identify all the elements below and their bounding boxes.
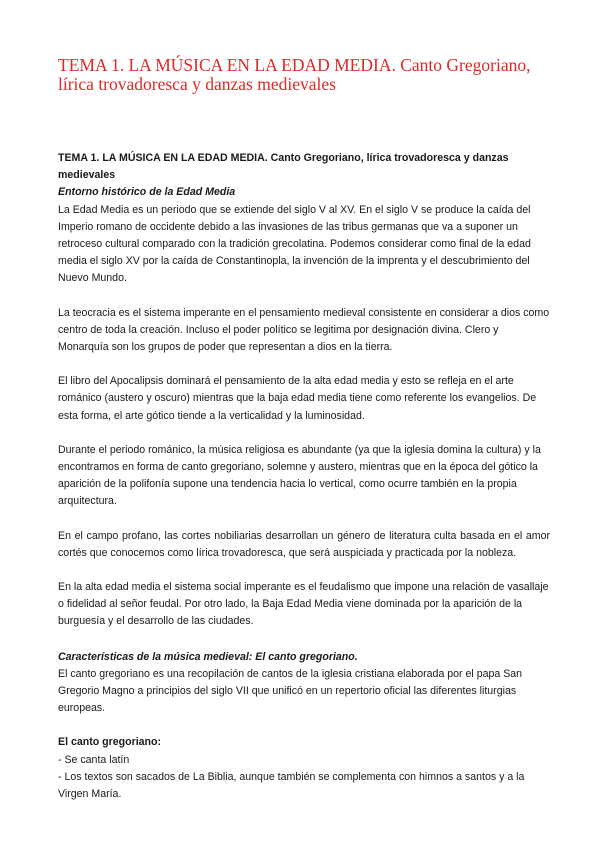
paragraph-gregorian-chant: El canto gregoriano es una recopilación de cantos de la iglesia cristiana elaborada por el papa San Gregorio Magno a principios del siglo VII que unificó en un repertorio oficial las diferentes liturgias europeas.: [58, 667, 523, 715]
paragraph-5: En el campo profano, las cortes nobiliarias desarrollan un género de literatura culta basada en el amor cortés que conocemos como lírica trovadoresca, que será auspiciada y practicada por la nobleza.: [58, 529, 550, 559]
paragraph-6: En la alta edad media el sistema social imperante es el feudalismo que impone una relación de vasallaje o fidelidad al señor feudal. Por otro lado, la Baja Edad Media viene dominada por la aparición de la burguesía y el desarrollo de las ciudades.: [58, 581, 549, 628]
list-item: - Se canta latín: [58, 753, 130, 766]
paragraph-2: La teocracia es el sistema imperante en el pensamiento medieval consistente en considerar a dios como centro de toda la creación. Incluso el poder político se legitima por designación divina. Clero y Monarquía son los grupos de poder que representan a dios en la tierra.: [58, 306, 550, 354]
section-title-chant-list: El canto gregoriano:: [58, 736, 162, 749]
paragraph-3: El libro del Apocalipsis dominará el pensamiento de la alta edad media y esto se refleja en el arte románico (austero y oscuro) mientras que la baja edad media tiene como referente los evangelios. De esta forma, el arte gótico tiende a la verticalidad y la luminosidad.: [58, 375, 537, 422]
main-heading: TEMA 1. LA MÚSICA EN LA EDAD MEDIA. Canto Gregoriano, lírica trovadoresca y danzas medievales: [58, 152, 509, 182]
document-body: [58, 150, 550, 803]
paragraph-4: Durante el periodo románico, la música religiosa es abundante (ya que la iglesia domina la cultura) y la encontramos en forma de canto gregoriano, solemne y austero, mientras que en la época del gótico la aparición de la polifonía supone una tendencia hacia lo vertical, como ocurre también en la propia arquitectura.: [58, 443, 541, 508]
list-item: - Los textos son sacados de La Biblia, aunque también se complementa con himnos a santos y a la Virgen María.: [58, 770, 525, 801]
document-title: TEMA 1. LA MÚSICA EN LA EDAD MEDIA. Canto Gregoriano, lírica trovadoresca y danzas medievales: [58, 55, 531, 94]
paragraph-1: La Edad Media es un periodo que se extiende del siglo V al XV. En el siglo V se produce la caída del Imperio romano de occidente debido a las invasiones de las tribus germanas que va a suponer un retroceso cultural comparado con la tradición grecolatina. Podemos considerar como final de la edad media el siglo XV por la caída de Constantinopla, la invención de la imprenta y el descubrimiento del Nuevo Mundo.: [58, 203, 531, 285]
section-title-gregorian-chant: Características de la música medieval: El canto gregoriano.: [58, 650, 358, 663]
section-title-historical-context: Entorno histórico de la Edad Media: [58, 186, 236, 199]
